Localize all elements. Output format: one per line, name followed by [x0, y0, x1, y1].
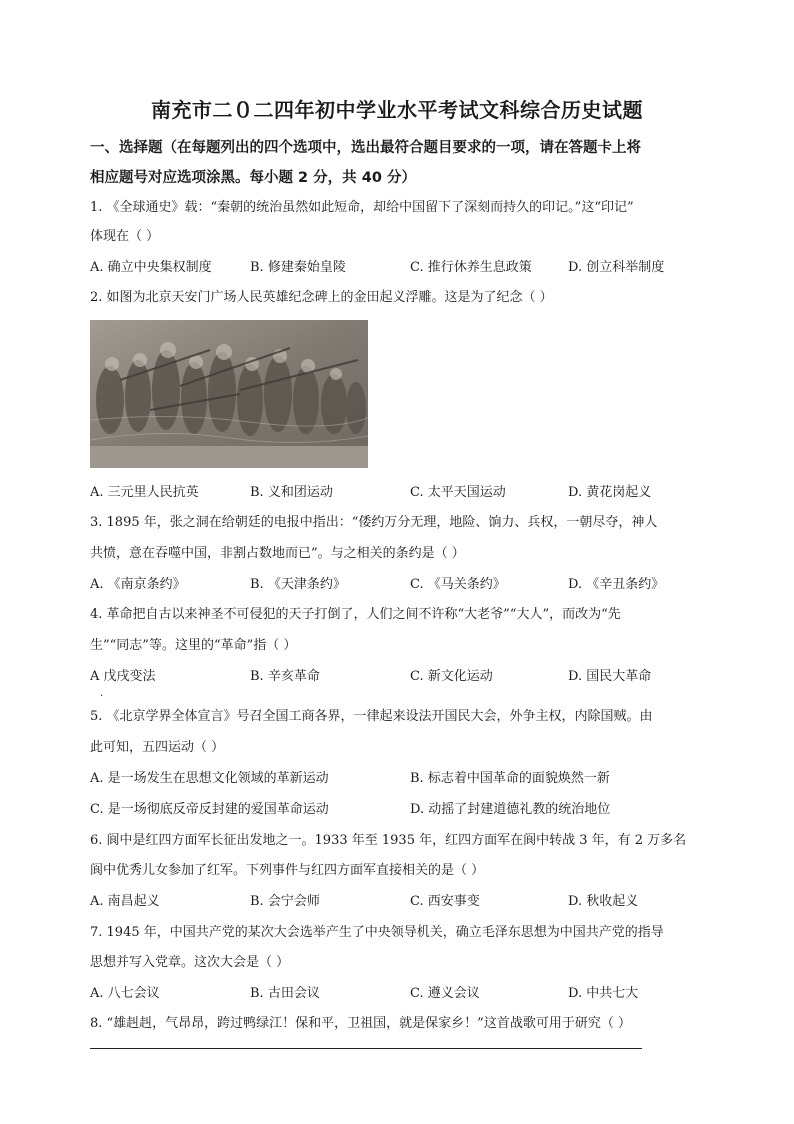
question-1-option-c: C. 推行休养生息政策 [410, 260, 532, 275]
question-2-option-d: D. 黄花岗起义 [568, 485, 652, 500]
jintian-uprising-relief-image [90, 320, 368, 468]
question-7-option-a: A. 八七会议 [90, 986, 160, 1001]
question-6-option-d: D. 秋收起义 [568, 894, 639, 909]
question-2-option-b: B. 义和团运动 [250, 485, 333, 500]
question-5-option-c: C. 是一场彻底反帝反封建的爱国革命运动 [90, 802, 329, 817]
question-5-option-d: D. 动摇了封建道德礼教的统治地位 [410, 802, 611, 817]
question-4-option-d: D. 国民大革命 [568, 669, 652, 684]
question-2-stem: 2. 如图为北京天安门广场人民英雄纪念碑上的金田起义浮雕。这是为了纪念（ ） [90, 290, 553, 305]
page-title: 南充市二０二四年初中学业水平考试文科综合历史试题 [151, 98, 643, 122]
question-1-option-b: B. 修建秦始皇陵 [250, 260, 346, 275]
question-2-option-c: C. 太平天国运动 [410, 485, 506, 500]
question-4-option-a: A 戊戌变法 [90, 669, 156, 684]
question-6-stem-line-2: 阆中优秀儿女参加了红军。下列事件与红四方面军直接相关的是（ ） [90, 863, 485, 878]
question-4-option-b: B. 辛亥革命 [250, 669, 320, 684]
question-7-option-b: B. 古田会议 [250, 986, 320, 1001]
question-5-option-b: B. 标志着中国革命的面貌焕然一新 [410, 771, 610, 786]
question-3-stem-line-2: 共愤，意在吞噬中国，非割占数地而已”。与之相关的条约是（ ） [90, 546, 465, 561]
question-2-option-a: A. 三元里人民抗英 [90, 485, 199, 500]
question-1-stem-line-2: 体现在（ ） [90, 229, 160, 244]
question-4-option-c: C. 新文化运动 [410, 669, 493, 684]
question-5-stem-line-2: 此可知，五四运动（ ） [90, 740, 225, 755]
question-5-stem-line-1: 5. 《北京学界全体宣言》号召全国工商各界，一律起来设法开国民大会，外争主权，内除国贼。由 [90, 709, 653, 724]
question-1-option-a: A. 确立中央集权制度 [90, 260, 212, 275]
question-1-option-d: D. 创立科举制度 [568, 260, 665, 275]
question-3-option-c: C. 《马关条约》 [410, 577, 506, 592]
question-6-option-c: C. 西安事变 [410, 894, 480, 909]
question-4-stem-line-1: 4. 革命把自古以来神圣不可侵犯的天子打倒了，人们之间不许称“大老爷”“大人”，而改为“先 [90, 607, 621, 622]
question-1-stem-line-1: 1. 《全球通史》载：“秦朝的统治虽然如此短命，却给中国留下了深刻而持久的印记。”这“印记” [90, 200, 634, 215]
question-7-stem-line-2: 思想并写入党章。这次大会是（ ） [90, 955, 290, 970]
question-7-stem-line-1: 7. 1945 年，中国共产党的某次大会选举产生了中央领导机关，确立毛泽东思想为中国共产党的指导 [90, 925, 664, 940]
question-6-stem-line-1: 6. 阆中是红四方面军长征出发地之一。1933 年至 1935 年，红四方面军在阆中转战 3 年，有 2 万多名 [90, 833, 687, 848]
question-6-option-b: B. 会宁会师 [250, 894, 320, 909]
question-7-option-d: D. 中共七大 [568, 986, 639, 1001]
section-heading-line-1: 一、选择题（在每题列出的四个选项中，选出最符合题目要求的一项，请在答题卡上将 [90, 140, 641, 156]
question-7-option-c: C. 遵义会议 [410, 986, 480, 1001]
question-5-option-a: A. 是一场发生在思想文化领域的革新运动 [90, 771, 329, 786]
question-3-option-b: B. 《天津条约》 [250, 577, 346, 592]
question-4-stem-line-2: 生”“同志”等。这里的“革命”指（ ） [90, 638, 297, 653]
question-3-option-d: D. 《辛丑条约》 [568, 577, 665, 592]
bottom-divider [90, 1048, 642, 1049]
question-6-option-a: A. 南昌起义 [90, 894, 160, 909]
option-a-dot-mark: . [100, 688, 104, 699]
question-8-stem: 8. “雄赳赳，气昂昂，跨过鸭绿江！保和平，卫祖国，就是保家乡！”这首战歌可用于研究（ ） [90, 1016, 631, 1031]
question-3-stem-line-1: 3. 1895 年，张之洞在给朝廷的电报中指出：“倭约万分无理，地险、饷力、兵权，一朝尽夺，神人 [90, 515, 658, 530]
section-heading-line-2: 相应题号对应选项涂黑。每小题 2 分，共 40 分） [90, 170, 416, 186]
question-3-option-a: A. 《南京条约》 [90, 577, 186, 592]
